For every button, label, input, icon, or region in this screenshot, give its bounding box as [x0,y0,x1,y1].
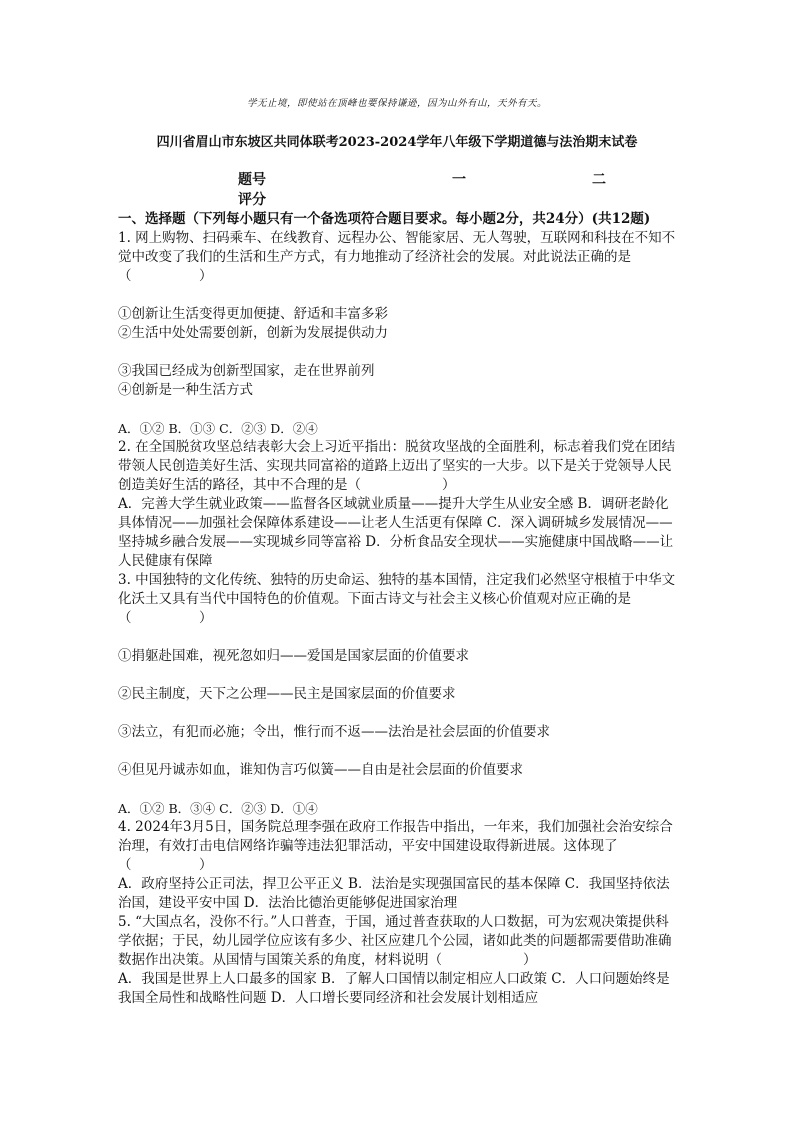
question-2-stem: 2. 在全国脱贫攻坚总结表彰大会上习近平指出：脱贫攻坚战的全面胜利，标志着我们党在团结带领人民创造美好生活、实现共同富裕的道路上迈出了坚实的一大步。以下是关于党领导人民创造美好生活的路径，其中不合理的是（ ） [118,439,676,493]
question-3-options: A．①② B．③④ C．②③ D．①④ [118,801,318,816]
question-3-statement-3: ③法立，有犯而必施；令出，惟行而不返——法治是社会层面的价值要求 [118,724,550,740]
question-2-options: A．完善大学生就业政策——监督各区域就业质量——提升大学生从业安全感 B．调研老龄化具体情况——加强社会保障体系建设——让老人生活更有保障 C．深入调研城乡发展情况——坚持城乡融合发展——实现城乡同等富裕 D．分析食品安全现状——实施健康中国战略——让人民健康有保障 [118,496,674,569]
question-3-statement-1: ①捐躯赴国难，视死忽如归——爱国是国家层面的价值要求 [118,648,469,664]
score-table-score-label: 评分 [238,192,266,208]
score-table-col-1: 一 [452,172,466,188]
score-table-header-label: 题号 [238,172,266,188]
question-4-options: A．政府坚持公正司法，捍卫公平正义 B．法治是实现强国富民的基本保障 C．我国坚持依法治国，建设平安中国 D．法治比德治更能够促进国家治理 [118,876,670,911]
section-heading: 一、选择题（下列每小题只有一个备选项符合题目要求。每小题2分，共24分）(共12题) [118,211,651,227]
question-1-statement-3: ③我国已经成为创新型国家，走在世界前列 [118,363,375,379]
question-4-stem: 4. 2024年3月5日，国务院总理李强在政府工作报告中指出，一年来，我们加强社会治安综合治理，有效打击电信网络诈骗等违法犯罪活动，平安中国建设取得新进展。这体现了（ ） [118,819,673,873]
header-motto: 学无止境，即使站在顶峰也要保持谦逊，因为山外有山，天外有天。 [246,98,547,109]
question-1-statement-1: ①创新让生活变得更加便捷、舒适和丰富多彩 [118,306,388,322]
question-5-options: A．我国是世界上人口最多的国家 B．了解人口国情以制定相应人口政策 C．人口问题始终是我国全局性和战略性问题 D．人口增长要同经济和社会发展计划相适应 [118,971,670,1006]
question-3-statement-2: ②民主制度，天下之公理——民主是国家层面的价值要求 [118,686,456,702]
score-table-col-2: 二 [592,172,606,188]
question-3-stem: 3. 中国独特的文化传统、独特的历史命运、独特的基本国情，注定我们必然坚守根植于中华文化沃土又具有当代中国特色的价值观。下面古诗文与社会主义核心价值观对应正确的是（ ） [118,572,676,626]
question-1-statement-4: ④创新是一种生活方式 [118,382,253,398]
exam-title: 四川省眉山市东坡区共同体联考2023-2024学年八年级下学期道德与法治期末试卷 [156,135,638,150]
question-content [118,210,678,1008]
question-3-statement-4: ④但见丹诚赤如血，谁知伪言巧似簧——自由是社会层面的价值要求 [118,762,523,778]
question-5-stem: 5. “大国点名，没你不行。”人口普查，于国，通过普查获取的人口数据，可为宏观决策提供科学依据；于民，幼儿园学位应该有多少、社区应建几个公园，诸如此类的问题都需要借助准确数据作出决策。从国情与国策关系的角度，材料说明（ ） [118,914,672,968]
question-1-stem: 1. 网上购物、扫码乘车、在线教育、远程办公、智能家居、无人驾驶，互联网和科技在不知不觉中改变了我们的生活和生产方式，有力地推动了经济社会的发展。对此说法正确的是（ ） [118,230,676,284]
question-1-statement-2: ②生活中处处需要创新，创新为发展提供动力 [118,325,388,341]
question-1-options: A．①② B．①③ C．②③ D．②④ [118,421,318,436]
